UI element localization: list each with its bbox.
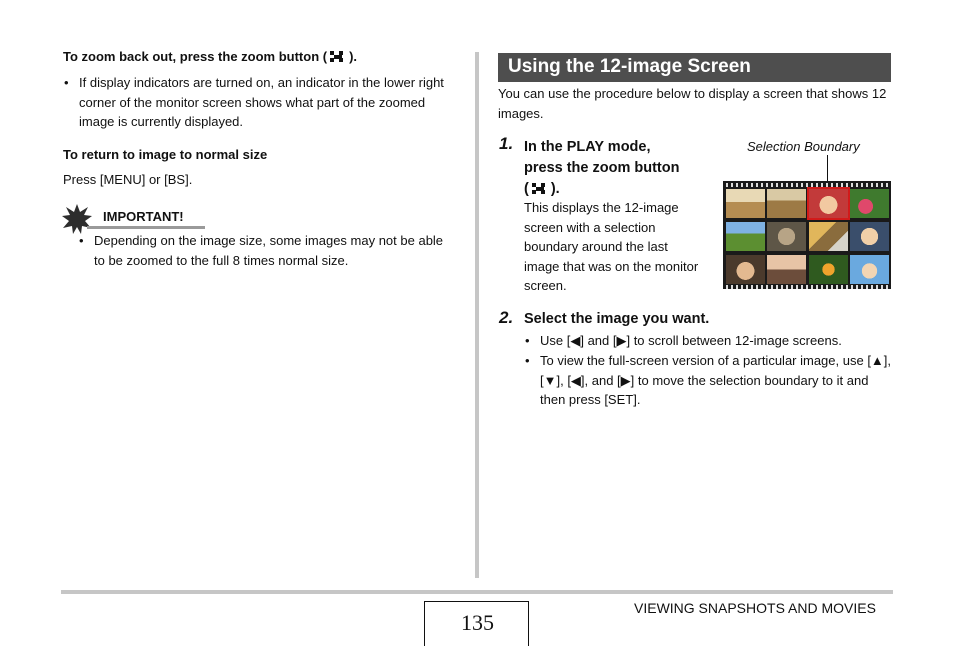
important-bullet: • Depending on the image size, some images may not be able to be zoomed to the full 8 times normal size. bbox=[94, 231, 446, 270]
thumbnail bbox=[850, 189, 889, 218]
step-2-bullet-1: • Use [◀] and [▶] to scroll between 12-image screens. bbox=[540, 331, 892, 351]
thumbnail bbox=[767, 222, 806, 251]
section-title: Using the 12-image Screen bbox=[508, 56, 751, 77]
selection-boundary bbox=[807, 187, 850, 220]
important-label: IMPORTANT! bbox=[103, 209, 184, 224]
zoom-grid-icon bbox=[329, 51, 347, 62]
step-2-number: 2. bbox=[499, 308, 514, 327]
column-divider bbox=[475, 52, 479, 578]
thumbnail bbox=[850, 222, 889, 251]
return-text: Press [MENU] or [BS]. bbox=[63, 172, 193, 187]
thumbnail bbox=[726, 255, 765, 284]
twelve-image-screen bbox=[723, 181, 891, 289]
thumbnail bbox=[767, 255, 806, 284]
page-number-box bbox=[424, 601, 529, 646]
section-title-bar bbox=[498, 53, 891, 82]
thumbnail bbox=[726, 189, 765, 218]
page-number: 135 bbox=[461, 610, 494, 635]
thumbnail bbox=[809, 222, 848, 251]
important-starburst-icon bbox=[62, 204, 92, 234]
step-2-title: Select the image you want. bbox=[524, 311, 710, 327]
intro-text: You can use the procedure below to display a screen that shows 12 images. bbox=[498, 86, 887, 121]
thumbnail bbox=[850, 255, 889, 284]
step-2-bullet-2: • To view the full-screen version of a particular image, use [▲], [▼], [◀], and [▶] to move the selection boundary to it and then press [SET]. bbox=[540, 351, 892, 410]
important-underline bbox=[87, 226, 205, 229]
step-1-title: In the PLAY mode, press the zoom button ( ). bbox=[524, 139, 680, 197]
thumbnail bbox=[726, 222, 765, 251]
film-perforation-bottom bbox=[723, 285, 891, 289]
step-1-body: This displays the 12-image screen with a selection boundary around the last image that was on the monitor screen. bbox=[524, 200, 699, 293]
zoom-grid-icon bbox=[531, 183, 549, 194]
return-heading: To return to image to normal size bbox=[63, 147, 268, 162]
zoom-back-bullet: • If display indicators are turned on, an indicator in the lower right corner of the monitor screen shows what part of the zoomed image is currently displayed. bbox=[79, 73, 449, 132]
footer-rule bbox=[61, 590, 893, 594]
thumbnail bbox=[809, 255, 848, 284]
figure-caption: Selection Boundary bbox=[747, 139, 860, 154]
zoom-back-heading: To zoom back out, press the zoom button ( ). bbox=[63, 49, 358, 64]
thumbnail bbox=[767, 189, 806, 218]
footer-section-name: VIEWING SNAPSHOTS AND MOVIES bbox=[634, 600, 876, 616]
step-1-number: 1. bbox=[499, 134, 514, 153]
